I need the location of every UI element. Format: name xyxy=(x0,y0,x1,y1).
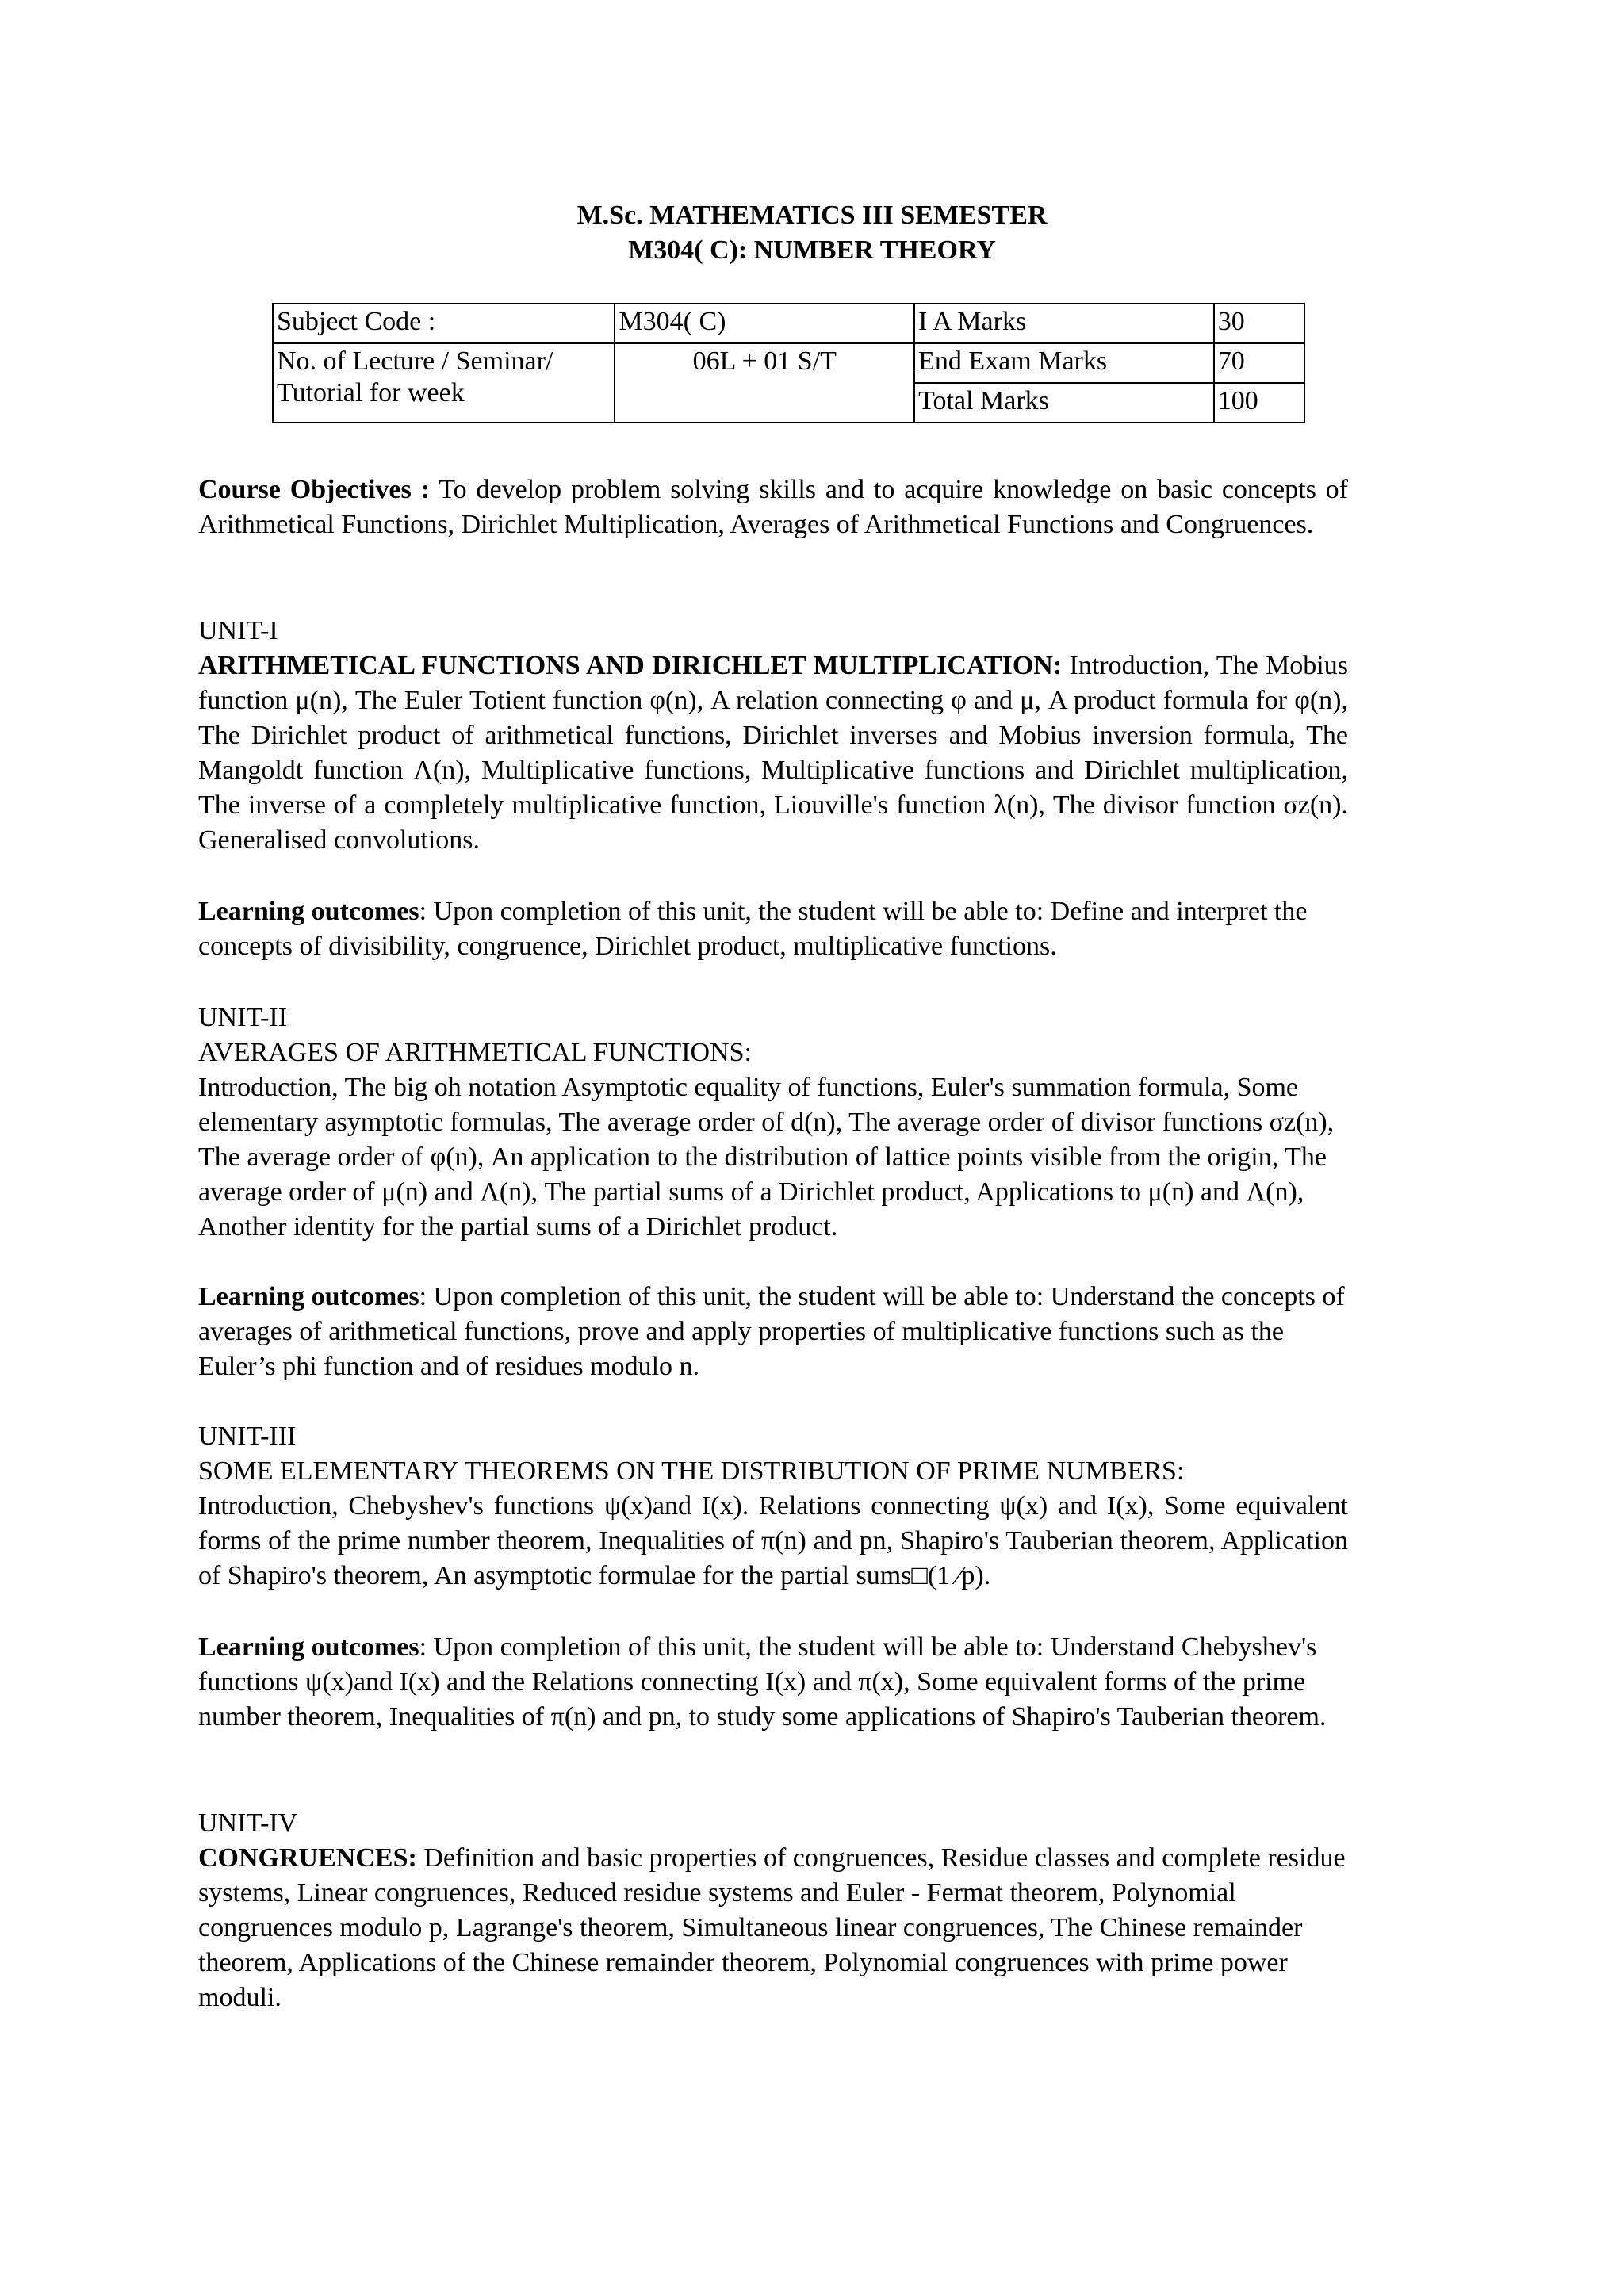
table-row xyxy=(273,304,1304,343)
ia-marks-value: 30 xyxy=(1214,304,1304,343)
unit-1-outcomes-text: : Upon completion of this unit, the student will be able to: Define and interpret the concepts of divisibility, congruence, Dirichlet product, multiplicative functions. xyxy=(198,897,1308,961)
lecture-label: No. of Lecture / Seminar/ Tutorial for week xyxy=(273,343,615,423)
ia-marks-label: I A Marks xyxy=(914,304,1214,343)
unit-1-title: UNIT-I xyxy=(198,616,278,645)
course-title: M304( C): NUMBER THEORY xyxy=(628,235,996,265)
objectives-text: To develop problem solving skills and to acquire knowledge on basic concepts of Arithmetical Functions, Dirichlet Multiplication, Averages of Arithmetical Functions and Congruences. xyxy=(198,475,1349,539)
subject-code-value: M304( C) xyxy=(615,304,914,343)
course-objectives xyxy=(198,473,1348,542)
unit-4-heading: CONGRUENCES: xyxy=(198,1843,417,1873)
unit-1-content: Introduction, The Mobius function μ(n), The Euler Totient function φ(n), A relation connecting φ and μ, A product formula for φ(n), The Dirichlet product of arithmetical functions, Dirichlet inverses and Mobius inversion formula, The Mangoldt function Λ(n), Multiplicative functions, Multiplicative functions and Dirichlet multiplication, The inverse of a completely multiplicative function, Liouville's function λ(n), The divisor function σz(n). Generalised convolutions. xyxy=(198,651,1348,855)
objectives-label: Course Objectives : xyxy=(198,475,430,504)
end-exam-label: End Exam Marks xyxy=(914,343,1214,383)
unit-2-outcomes-text: : Upon completion of this unit, the student will be able to: Understand the concepts of averages of arithmetical functions, prove and apply properties of multiplicative functions such as the Euler’s phi function and of residues modulo n. xyxy=(198,1282,1345,1381)
unit-3-title: UNIT-III xyxy=(198,1422,297,1451)
program-title: M.Sc. MATHEMATICS III SEMESTER xyxy=(576,201,1048,230)
unit-3-outcomes-text: : Upon completion of this unit, the student will be able to: Understand Chebyshev's functions ψ(x)and I(x) and the Relations connecting I(x) and π(x), Some equivalent forms of the prime number theorem, Inequalities of π(n) and pn, to study some applications of Shapiro's Tauberian theorem. xyxy=(198,1632,1327,1732)
unit-2-title: UNIT-II xyxy=(198,1003,288,1032)
unit-2-outcomes xyxy=(198,1280,1348,1384)
total-marks-value: 100 xyxy=(1214,383,1304,423)
total-marks-label: Total Marks xyxy=(914,383,1214,423)
unit-4-content: Definition and basic properties of congruences, Residue classes and complete residue systems, Linear congruences, Reduced residue systems and Euler - Fermat theorem, Polynomial congruences modulo p, Lagrange's theorem, Simultaneous linear congruences, The Chinese remainder theorem, Applications of the Chinese remainder theorem, Polynomial congruences with prime power moduli. xyxy=(198,1843,1346,2012)
unit-1-body xyxy=(198,649,1348,858)
unit-2-outcomes-label: Learning outcomes xyxy=(198,1282,419,1311)
end-exam-value: 70 xyxy=(1214,343,1304,383)
unit-1-outcomes-label: Learning outcomes xyxy=(198,897,419,926)
unit-1-heading: ARITHMETICAL FUNCTIONS AND DIRICHLET MULTIPLICATION: xyxy=(198,651,1063,680)
table-row xyxy=(273,343,1304,383)
subject-code-label: Subject Code : xyxy=(273,304,615,343)
unit-3-content: Introduction, Chebyshev's functions ψ(x)and I(x). Relations connecting ψ(x) and I(x), Some equivalent forms of the prime number theorem, Inequalities of π(n) and pn, Shapiro's Tauberian theorem, Application of Shapiro's theorem, An asymptotic formulae for the partial sums□(1 ⁄p). xyxy=(198,1491,1348,1590)
unit-2-heading: AVERAGES OF ARITHMETICAL FUNCTIONS: xyxy=(198,1038,752,1067)
unit-1-outcomes xyxy=(198,894,1348,964)
lecture-value: 06L + 01 S/T xyxy=(615,343,914,423)
unit-3-outcomes-label: Learning outcomes xyxy=(198,1632,419,1662)
unit-2-content: Introduction, The big oh notation Asymptotic equality of functions, Euler's summation formula, Some elementary asymptotic formulas, The average order of d(n), The average order of divisor functions σz(n), The average order of φ(n), An application to the distribution of lattice points visible from the origin, The average order of μ(n) and Λ(n), The partial sums of a Dirichlet product, Applications to μ(n) and Λ(n), Another identity for the partial sums of a Dirichlet product. xyxy=(198,1073,1335,1242)
unit-4-body xyxy=(198,1841,1348,2015)
course-info-table xyxy=(272,303,1305,423)
unit-4-title: UNIT-IV xyxy=(198,1808,298,1838)
unit-3-heading: SOME ELEMENTARY THEOREMS ON THE DISTRIBUTION OF PRIME NUMBERS: xyxy=(198,1456,1185,1486)
unit-3-outcomes xyxy=(198,1630,1348,1735)
